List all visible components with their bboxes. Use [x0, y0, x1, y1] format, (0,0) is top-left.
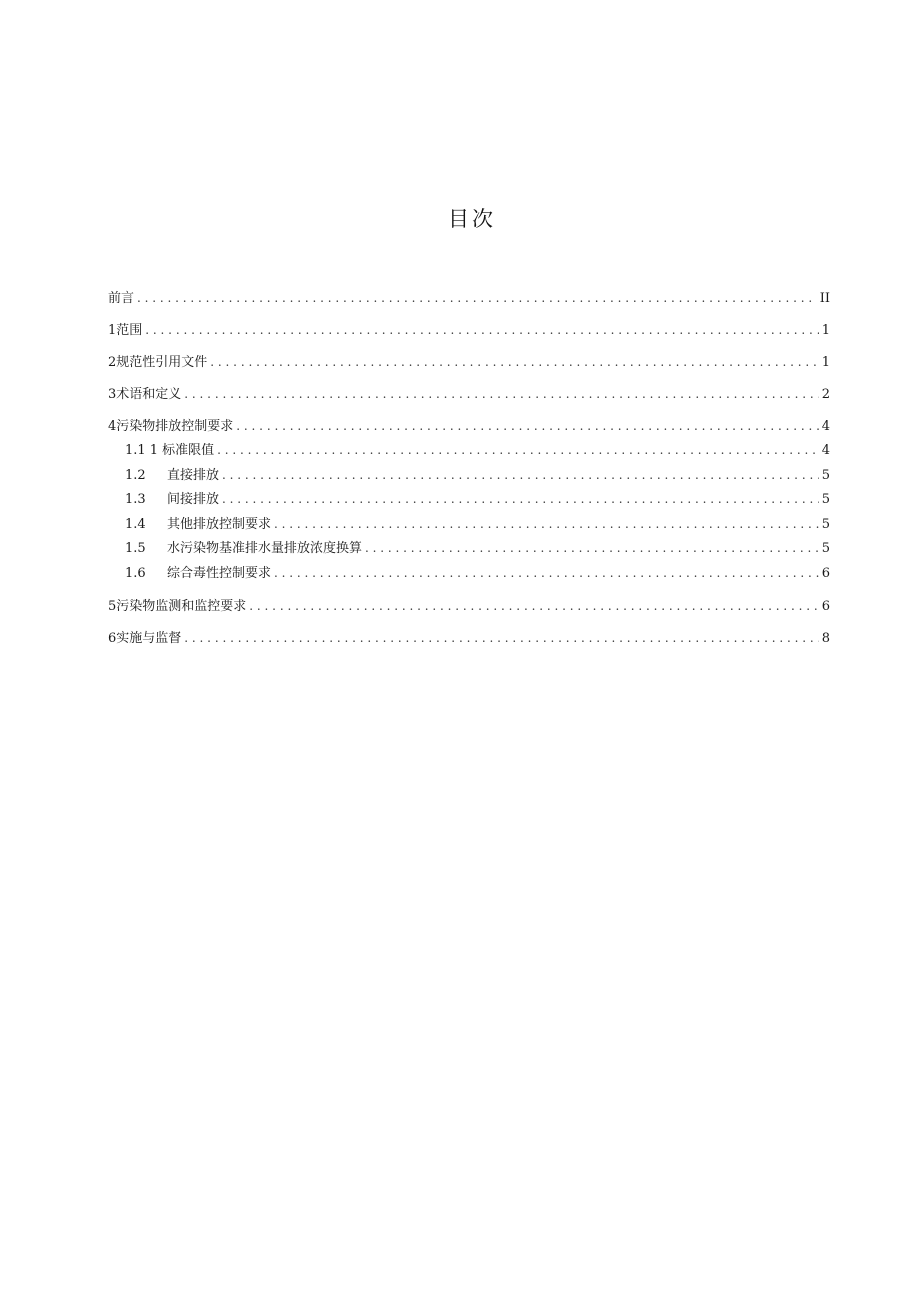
toc-entry-number: 4	[108, 419, 117, 434]
toc-dot-leader	[249, 594, 818, 618]
toc-entry-label: 标准限值	[162, 443, 215, 458]
toc-dot-leader	[222, 463, 819, 488]
toc-entry-implementation[interactable]	[108, 626, 830, 650]
toc-dot-leader	[184, 626, 818, 650]
toc-entry-page: 2	[821, 387, 830, 402]
toc-dot-leader	[274, 512, 819, 537]
toc-entry-number: 1.6	[125, 565, 146, 581]
toc-entry-normative-references[interactable]	[108, 350, 830, 374]
toc-dot-leader	[137, 286, 817, 310]
toc-dot-leader	[184, 382, 818, 406]
toc-entry-page: 5	[821, 516, 830, 532]
toc-entry-page: 5	[821, 467, 830, 483]
toc-entry-page: 6	[821, 565, 830, 581]
toc-entry-number: 1.1 1	[125, 443, 159, 458]
toc-entry-label: 综合毒性控制要求	[167, 565, 272, 581]
toc-dot-leader	[217, 438, 819, 463]
toc-entry-label: 水污染物基准排水量排放浓度换算	[167, 541, 363, 557]
toc-entry-toxicity-control[interactable]	[108, 561, 830, 586]
toc-entry-label: 实施与监督	[116, 630, 182, 646]
toc-entry-number: 3	[108, 387, 117, 402]
toc-entry-foreword[interactable]	[108, 286, 830, 310]
toc-entry-other-control[interactable]	[108, 512, 830, 537]
toc-entry-label: 污染物排放控制要求	[116, 419, 234, 434]
toc-entry-page: 6	[821, 598, 830, 614]
toc-entry-monitoring[interactable]	[108, 594, 830, 618]
toc-entry-label: 术语和定义	[116, 387, 182, 402]
toc-entry-label: 范围	[116, 323, 143, 338]
toc-entry-number: 2	[108, 355, 117, 370]
toc-entry-label: 规范性引用文件	[116, 355, 208, 370]
toc-entry-page: 1	[821, 355, 830, 370]
toc-entry-label: 直接排放	[167, 467, 220, 483]
toc-entry-number: 1	[108, 323, 117, 338]
toc-entry-scope[interactable]	[108, 318, 830, 342]
toc-entry-label: 间接排放	[167, 492, 220, 508]
toc-entry-page: 1	[821, 323, 830, 338]
toc-entry-number: 1.2	[125, 467, 146, 483]
toc-entry-label: 其他排放控制要求	[167, 516, 272, 532]
toc-entry-direct-discharge[interactable]	[108, 463, 830, 488]
toc-entry-page: 5	[821, 492, 830, 508]
toc-entry-page: II	[819, 291, 830, 306]
toc-entry-number: 6	[108, 630, 117, 646]
page-title: 目次	[448, 207, 496, 231]
toc-dot-leader	[145, 318, 818, 342]
toc-entry-number: 1.3	[125, 492, 146, 508]
toc-entry-indirect-discharge[interactable]	[108, 487, 830, 512]
toc-entry-emission-control[interactable]	[108, 414, 830, 438]
toc-entry-terms-definitions[interactable]	[108, 382, 830, 406]
toc-dot-leader	[365, 536, 819, 561]
toc-entry-number: 5	[108, 598, 117, 614]
toc-dot-leader	[222, 487, 819, 512]
toc-entry-number: 1.4	[125, 516, 146, 532]
toc-entry-page: 4	[821, 419, 830, 434]
toc-entry-standard-limits[interactable]	[108, 438, 830, 463]
toc-entry-label: 污染物监测和监控要求	[116, 598, 247, 614]
table-of-contents	[108, 286, 830, 650]
toc-dot-leader	[274, 561, 819, 586]
toc-entry-page: 5	[821, 541, 830, 557]
toc-entry-page: 4	[821, 443, 830, 458]
toc-entry-concentration-conversion[interactable]	[108, 536, 830, 561]
toc-dot-leader	[210, 350, 818, 374]
toc-entry-label: 前言	[108, 291, 135, 306]
toc-dot-leader	[236, 414, 818, 438]
toc-entry-page: 8	[821, 630, 830, 646]
toc-entry-number: 1.5	[125, 541, 146, 557]
